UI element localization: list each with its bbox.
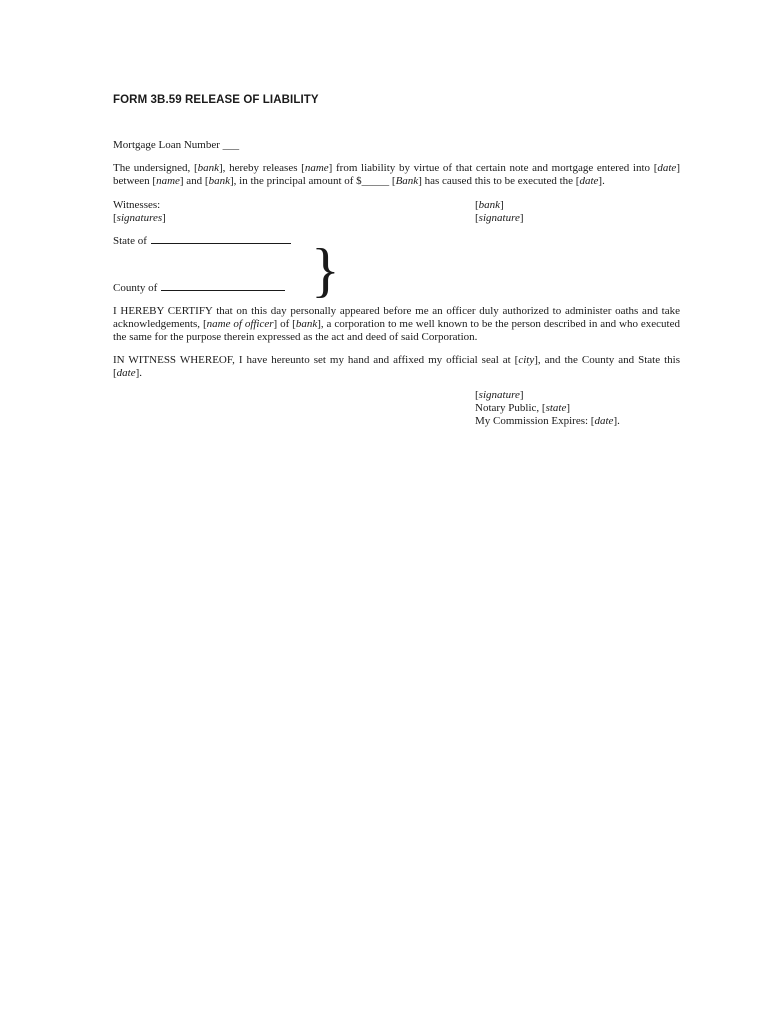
bank-placeholder: [bank] (475, 199, 504, 211)
commission-expires-line: My Commission Expires: [date]. (475, 415, 620, 427)
certify-paragraph: I HEREBY CERTIFY that on this day personally appeared before me an officer duly authorized to administer oaths and take acknowledgements, [name of officer] of [bank], a corporation to me well known to be the person described in and who executed the same for the purpose therein expressed as the act and deed of said Corporation. (113, 305, 680, 344)
signatures-placeholder: [signatures] (113, 212, 166, 224)
county-blank (161, 281, 285, 291)
county-of-line: County of (113, 281, 285, 295)
loan-number-line: Mortgage Loan Number ___ (113, 139, 240, 151)
notary-signature-placeholder: [signature] (475, 389, 524, 401)
bank-signature-placeholder: [signature] (475, 212, 524, 224)
state-of-line: State of (113, 234, 291, 248)
release-paragraph: The undersigned, [bank], hereby releases [name] from liability by virtue of that certain note and mortgage entered into [date] between [name] and [bank], in the principal amount of $_____ [Bank] has caused this to be executed the [date]. (113, 162, 680, 188)
witness-whereof-paragraph: IN WITNESS WHEREOF, I have hereunto set my hand and affixed my official seal at [city], and the County and State this [date]. (113, 354, 680, 380)
form-title: FORM 3B.59 RELEASE OF LIABILITY (113, 94, 319, 106)
notary-public-line: Notary Public, [state] (475, 402, 571, 414)
witnesses-label: Witnesses: (113, 199, 161, 211)
state-blank (151, 234, 291, 244)
curly-brace: } (311, 237, 340, 303)
